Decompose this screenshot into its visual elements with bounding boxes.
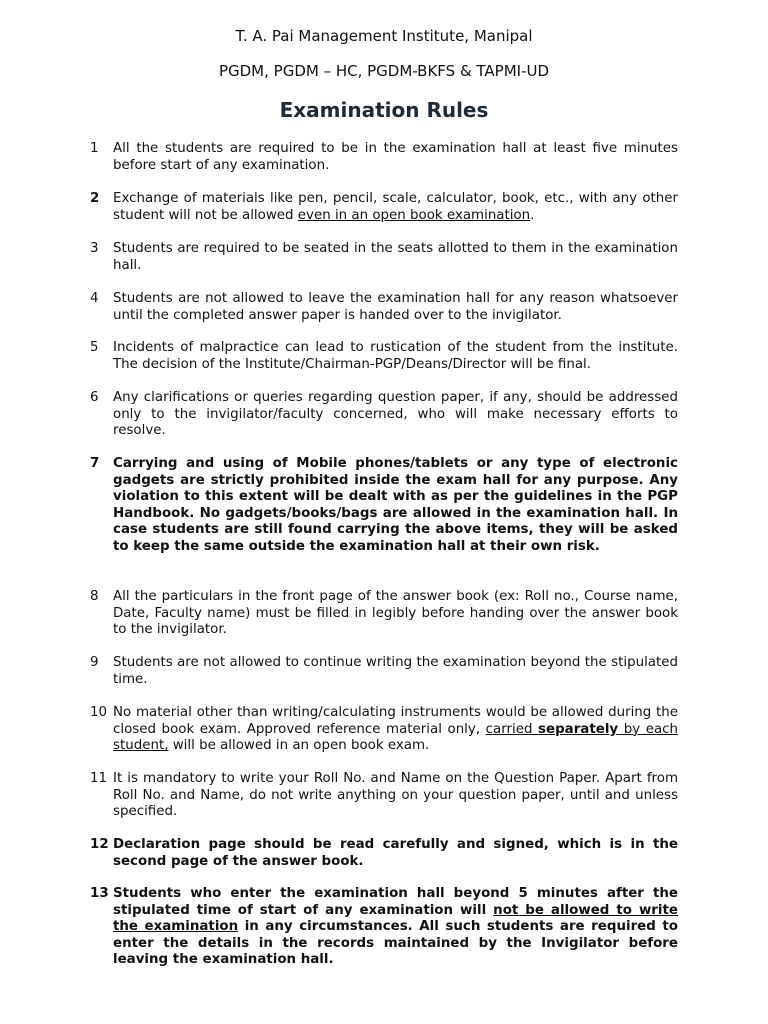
- rule-text: [113, 886, 678, 969]
- rule-text-underlined: carried: [485, 721, 539, 737]
- rule-text: Students are not allowed to leave the examination hall for any reason whatsoever until the completed answer paper is handed over to the invigilator.: [113, 291, 678, 323]
- rule-text-underlined: by each student,: [113, 721, 679, 754]
- rule-text: Students are not allowed to continue writing the examination beyond the stipulated time.: [113, 655, 678, 687]
- rule-number: 5: [90, 340, 99, 355]
- rule-text: Carrying and using of Mobile phones/tablets or any type of electronic gadgets are strictly prohibited inside the exam hall for any purpose. Any violation to this extent will be dealt with as per the guidelines in the PGP Handbook. No gadgets/books/bags are allowed in the examination hall. In case students are still found carrying the above items, they will be asked to keep the same outside the examination hall at their own risk.: [113, 456, 678, 554]
- program-list: PGDM, PGDM – HC, PGDM-BKFS & TAPMI-UD: [218, 62, 550, 80]
- rule-text: [113, 191, 678, 224]
- rule-text: It is mandatory to write your Roll No. and Name on the Question Paper. Apart from Roll No. and Name, do not write anything on your question paper, until and unless specified.: [113, 771, 678, 820]
- rule-8: [90, 589, 678, 639]
- rule-number: 1: [90, 141, 99, 156]
- rule-text-part: will be allowed in an open book exam.: [168, 738, 430, 754]
- rule-3: [90, 241, 678, 274]
- rule-number: 4: [90, 291, 99, 306]
- rule-number: 2: [90, 191, 100, 206]
- rule-text: [113, 705, 678, 755]
- rule-5: [90, 340, 678, 373]
- rule-text-underlined: not be allowed to write the examination: [113, 902, 678, 935]
- institute-name: T. A. Pai Management Institute, Manipal: [235, 27, 533, 45]
- rule-text-underlined: even in an open book examination: [297, 207, 531, 223]
- rule-text: Incidents of malpractice can lead to rustication of the student from the institute. The decision of the Institute/Chairman-PGP/Deans/Director will be final.: [113, 340, 678, 372]
- rule-text-part: Exchange of materials like pen, pencil, scale, calculator, book, etc., with any other student will not be allowed: [113, 191, 678, 223]
- rule-text-underlined-bold: separately: [538, 721, 619, 737]
- rule-number: 9: [90, 655, 99, 670]
- rule-2: [90, 191, 678, 224]
- rule-11: [90, 771, 678, 821]
- rule-number: 3: [90, 241, 99, 256]
- rule-12: [90, 837, 678, 870]
- rule-text-part: Students who enter the examination hall beyond 5 minutes after the stipulated time of start of any examination will: [113, 886, 678, 918]
- rule-1: [90, 141, 678, 174]
- rule-number: 7: [90, 456, 100, 471]
- page-title: Examination Rules: [279, 98, 489, 122]
- rule-6: [90, 390, 678, 440]
- rule-text-part: .: [530, 207, 535, 223]
- rule-text-part: in any circumstances. All such students are required to enter the details in the records maintained by the Invigilator before leaving the examination hall.: [113, 919, 678, 968]
- rule-9: [90, 655, 678, 688]
- rule-text: Students are required to be seated in the seats allotted to them in the examination hall.: [113, 241, 678, 273]
- rule-number: 8: [90, 589, 99, 604]
- rule-text: Declaration page should be read carefully and signed, which is in the second page of the answer book.: [113, 837, 678, 869]
- rule-number: 13: [90, 886, 109, 901]
- rule-number: 10: [90, 705, 108, 720]
- rule-text: All the students are required to be in the examination hall at least five minutes before start of any examination.: [113, 141, 678, 173]
- rule-10: [90, 705, 678, 755]
- rule-text: Any clarifications or queries regarding question paper, if any, should be addressed only to the invigilator/faculty concerned, who will make necessary efforts to resolve.: [113, 390, 678, 439]
- rule-number: 12: [90, 837, 109, 852]
- rule-13: [90, 886, 678, 969]
- rule-7: [90, 456, 678, 556]
- rule-text: All the particulars in the front page of the answer book (ex: Roll no., Course name, Date, Faculty name) must be filled in legibly before handing over the answer book to the invigilator.: [113, 589, 678, 638]
- rule-text-part: No material other than writing/calculating instruments would be allowed during the closed book exam. Approved reference material only,: [113, 705, 678, 737]
- rule-number: 6: [90, 390, 99, 405]
- rule-4: [90, 291, 678, 324]
- rule-number: 11: [90, 771, 108, 786]
